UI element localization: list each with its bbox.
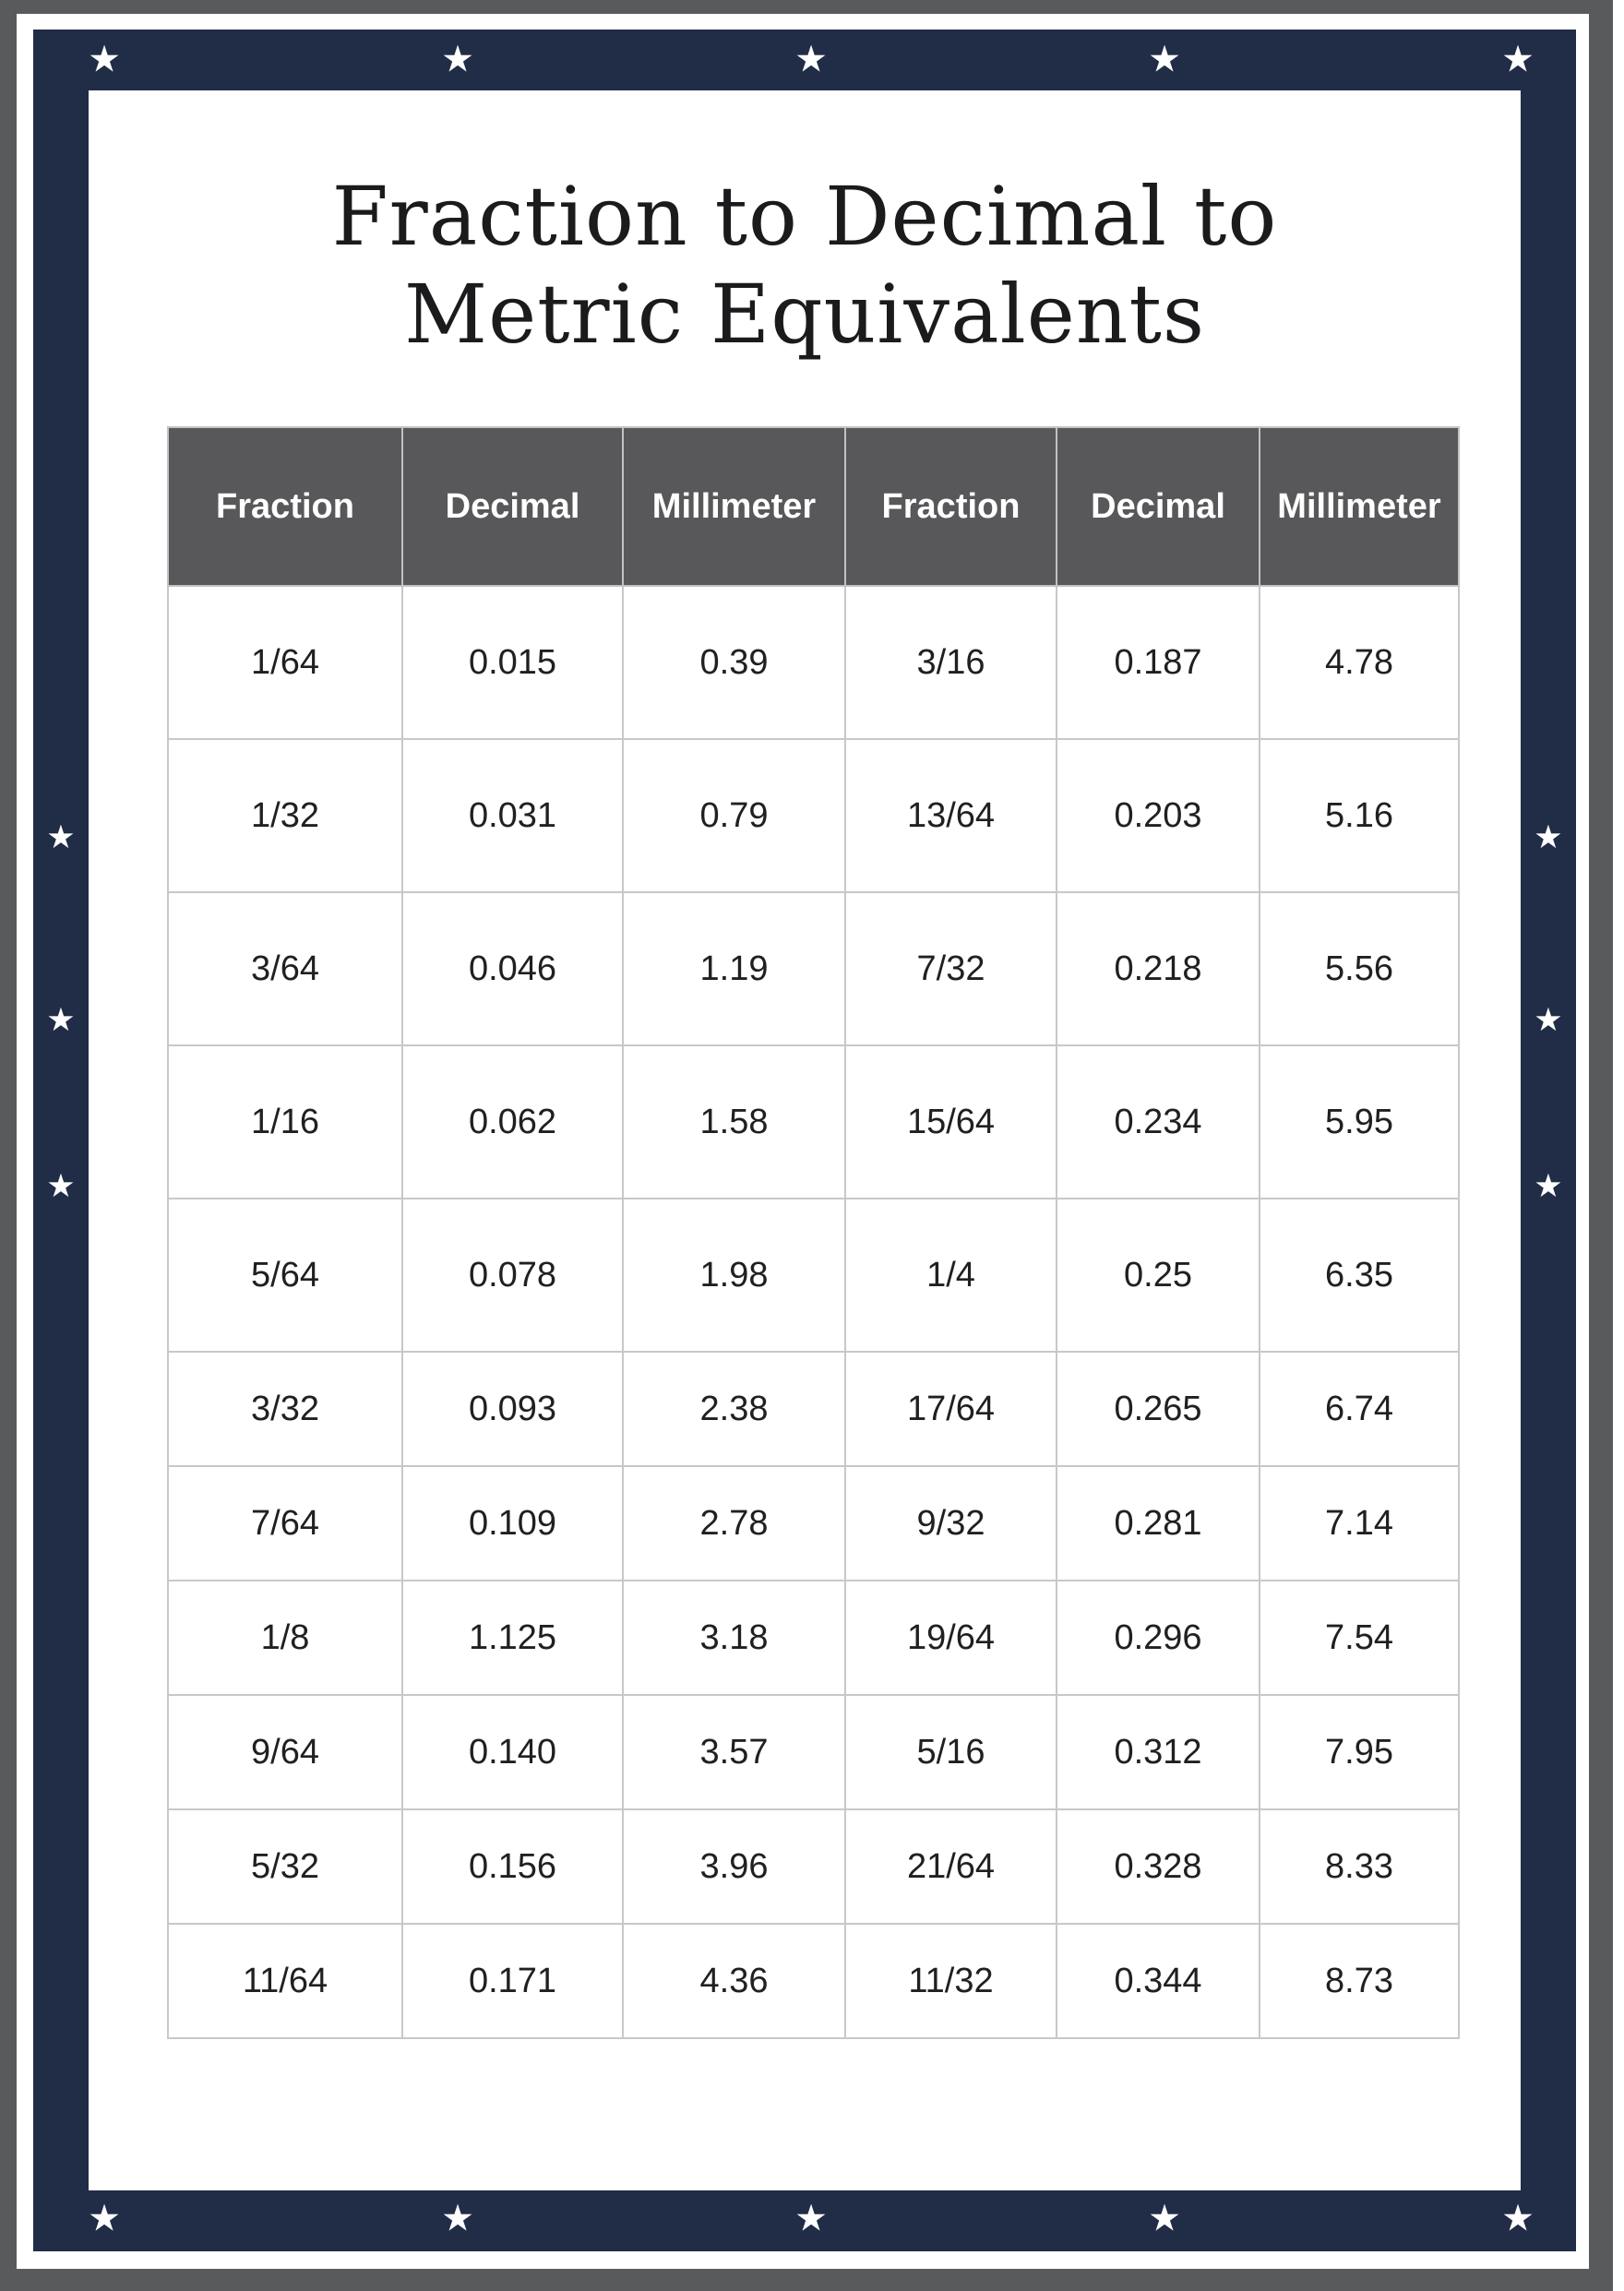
table-cell: 7.95 — [1260, 1695, 1459, 1809]
table-cell: 1/64 — [168, 586, 402, 739]
table-cell: 1/16 — [168, 1045, 402, 1199]
table-cell: 0.187 — [1057, 586, 1260, 739]
table-cell: 0.203 — [1057, 739, 1260, 892]
table-cell: 0.140 — [402, 1695, 623, 1809]
table-cell: 0.25 — [1057, 1199, 1260, 1352]
table-row — [168, 892, 1459, 1045]
table-row — [168, 1352, 1459, 1466]
table-cell: 1.125 — [402, 1581, 623, 1695]
conversion-table — [167, 426, 1460, 2039]
table-cell: 0.171 — [402, 1924, 623, 2038]
table-cell: 3/64 — [168, 892, 402, 1045]
table-cell: 3/32 — [168, 1352, 402, 1466]
table-cell: 0.031 — [402, 739, 623, 892]
table-cell: 9/64 — [168, 1695, 402, 1809]
table-row — [168, 586, 1459, 739]
table-cell: 7.54 — [1260, 1581, 1459, 1695]
star-icon: ★ — [1534, 1002, 1563, 1040]
page-title — [89, 168, 1521, 363]
table-cell: 6.35 — [1260, 1199, 1459, 1352]
table-cell: 1.19 — [623, 892, 845, 1045]
table-cell: 7/64 — [168, 1466, 402, 1581]
table-cell: 0.281 — [1057, 1466, 1260, 1581]
table-cell: 1.98 — [623, 1199, 845, 1352]
table-cell: 5.16 — [1260, 739, 1459, 892]
table-cell: 5.95 — [1260, 1045, 1459, 1199]
column-header-decimal-2: Decimal — [1057, 427, 1260, 586]
table-cell: 5/64 — [168, 1199, 402, 1352]
table-cell: 3.96 — [623, 1809, 845, 1924]
table-row — [168, 1695, 1459, 1809]
table-cell: 11/64 — [168, 1924, 402, 2038]
table-cell: 0.312 — [1057, 1695, 1260, 1809]
star-icon: ★ — [1148, 2197, 1181, 2240]
star-icon: ★ — [441, 2197, 474, 2240]
table-header — [168, 427, 1459, 586]
table-cell: 0.093 — [402, 1352, 623, 1466]
table-row — [168, 1809, 1459, 1924]
table-cell: 19/64 — [845, 1581, 1057, 1695]
star-icon: ★ — [794, 38, 828, 81]
table-cell: 17/64 — [845, 1352, 1057, 1466]
table-cell: 15/64 — [845, 1045, 1057, 1199]
table-cell: 0.79 — [623, 739, 845, 892]
table-cell: 0.015 — [402, 586, 623, 739]
table-cell: 0.109 — [402, 1466, 623, 1581]
table-row — [168, 1924, 1459, 2038]
table-cell: 9/32 — [845, 1466, 1057, 1581]
table-cell: 11/32 — [845, 1924, 1057, 2038]
star-icon: ★ — [88, 38, 121, 81]
table-cell: 0.344 — [1057, 1924, 1260, 2038]
table-cell: 0.046 — [402, 892, 623, 1045]
table-cell: 1/8 — [168, 1581, 402, 1695]
table-cell: 1.58 — [623, 1045, 845, 1199]
table-cell: 7.14 — [1260, 1466, 1459, 1581]
table-cell: 8.33 — [1260, 1809, 1459, 1924]
table-cell: 4.36 — [623, 1924, 845, 2038]
star-icon: ★ — [1501, 38, 1534, 81]
star-icon: ★ — [1534, 1168, 1563, 1206]
table-cell: 1/32 — [168, 739, 402, 892]
page-title-line-2: Metric Equivalents — [403, 266, 1205, 362]
page-title-line-1: Fraction to Decimal to — [331, 169, 1278, 264]
table-row — [168, 1466, 1459, 1581]
column-header-fraction-2: Fraction — [845, 427, 1057, 586]
table-cell: 3.57 — [623, 1695, 845, 1809]
star-icon: ★ — [441, 38, 474, 81]
star-icon: ★ — [46, 1168, 76, 1206]
column-header-fraction-1: Fraction — [168, 427, 402, 586]
table-cell: 0.39 — [623, 586, 845, 739]
star-icon: ★ — [1148, 38, 1181, 81]
table-row — [168, 1199, 1459, 1352]
table-cell: 4.78 — [1260, 586, 1459, 739]
table-body — [168, 586, 1459, 2038]
star-icon: ★ — [794, 2197, 828, 2240]
table-cell: 0.156 — [402, 1809, 623, 1924]
table-cell: 0.234 — [1057, 1045, 1260, 1199]
table-cell: 6.74 — [1260, 1352, 1459, 1466]
table-cell: 13/64 — [845, 739, 1057, 892]
table-cell: 0.265 — [1057, 1352, 1260, 1466]
table-cell: 1/4 — [845, 1199, 1057, 1352]
table-row — [168, 1045, 1459, 1199]
table-cell: 0.296 — [1057, 1581, 1260, 1695]
table-cell: 3.18 — [623, 1581, 845, 1695]
table-cell: 0.078 — [402, 1199, 623, 1352]
table-cell: 2.78 — [623, 1466, 845, 1581]
column-header-millimeter-1: Millimeter — [623, 427, 845, 586]
star-icon: ★ — [46, 1002, 76, 1040]
table-cell: 21/64 — [845, 1809, 1057, 1924]
header-row — [168, 427, 1459, 586]
table-cell: 0.328 — [1057, 1809, 1260, 1924]
table-cell: 2.38 — [623, 1352, 845, 1466]
star-icon: ★ — [46, 819, 76, 857]
table-cell: 5/16 — [845, 1695, 1057, 1809]
star-icon: ★ — [88, 2197, 121, 2240]
table-cell: 8.73 — [1260, 1924, 1459, 2038]
table-row — [168, 1581, 1459, 1695]
column-header-millimeter-2: Millimeter — [1260, 427, 1459, 586]
table-cell: 0.218 — [1057, 892, 1260, 1045]
table-cell: 7/32 — [845, 892, 1057, 1045]
table-cell: 5/32 — [168, 1809, 402, 1924]
table-cell: 0.062 — [402, 1045, 623, 1199]
table-cell: 5.56 — [1260, 892, 1459, 1045]
column-header-decimal-1: Decimal — [402, 427, 623, 586]
star-icon: ★ — [1534, 819, 1563, 857]
star-icon: ★ — [1501, 2197, 1534, 2240]
table-cell: 3/16 — [845, 586, 1057, 739]
table-row — [168, 739, 1459, 892]
